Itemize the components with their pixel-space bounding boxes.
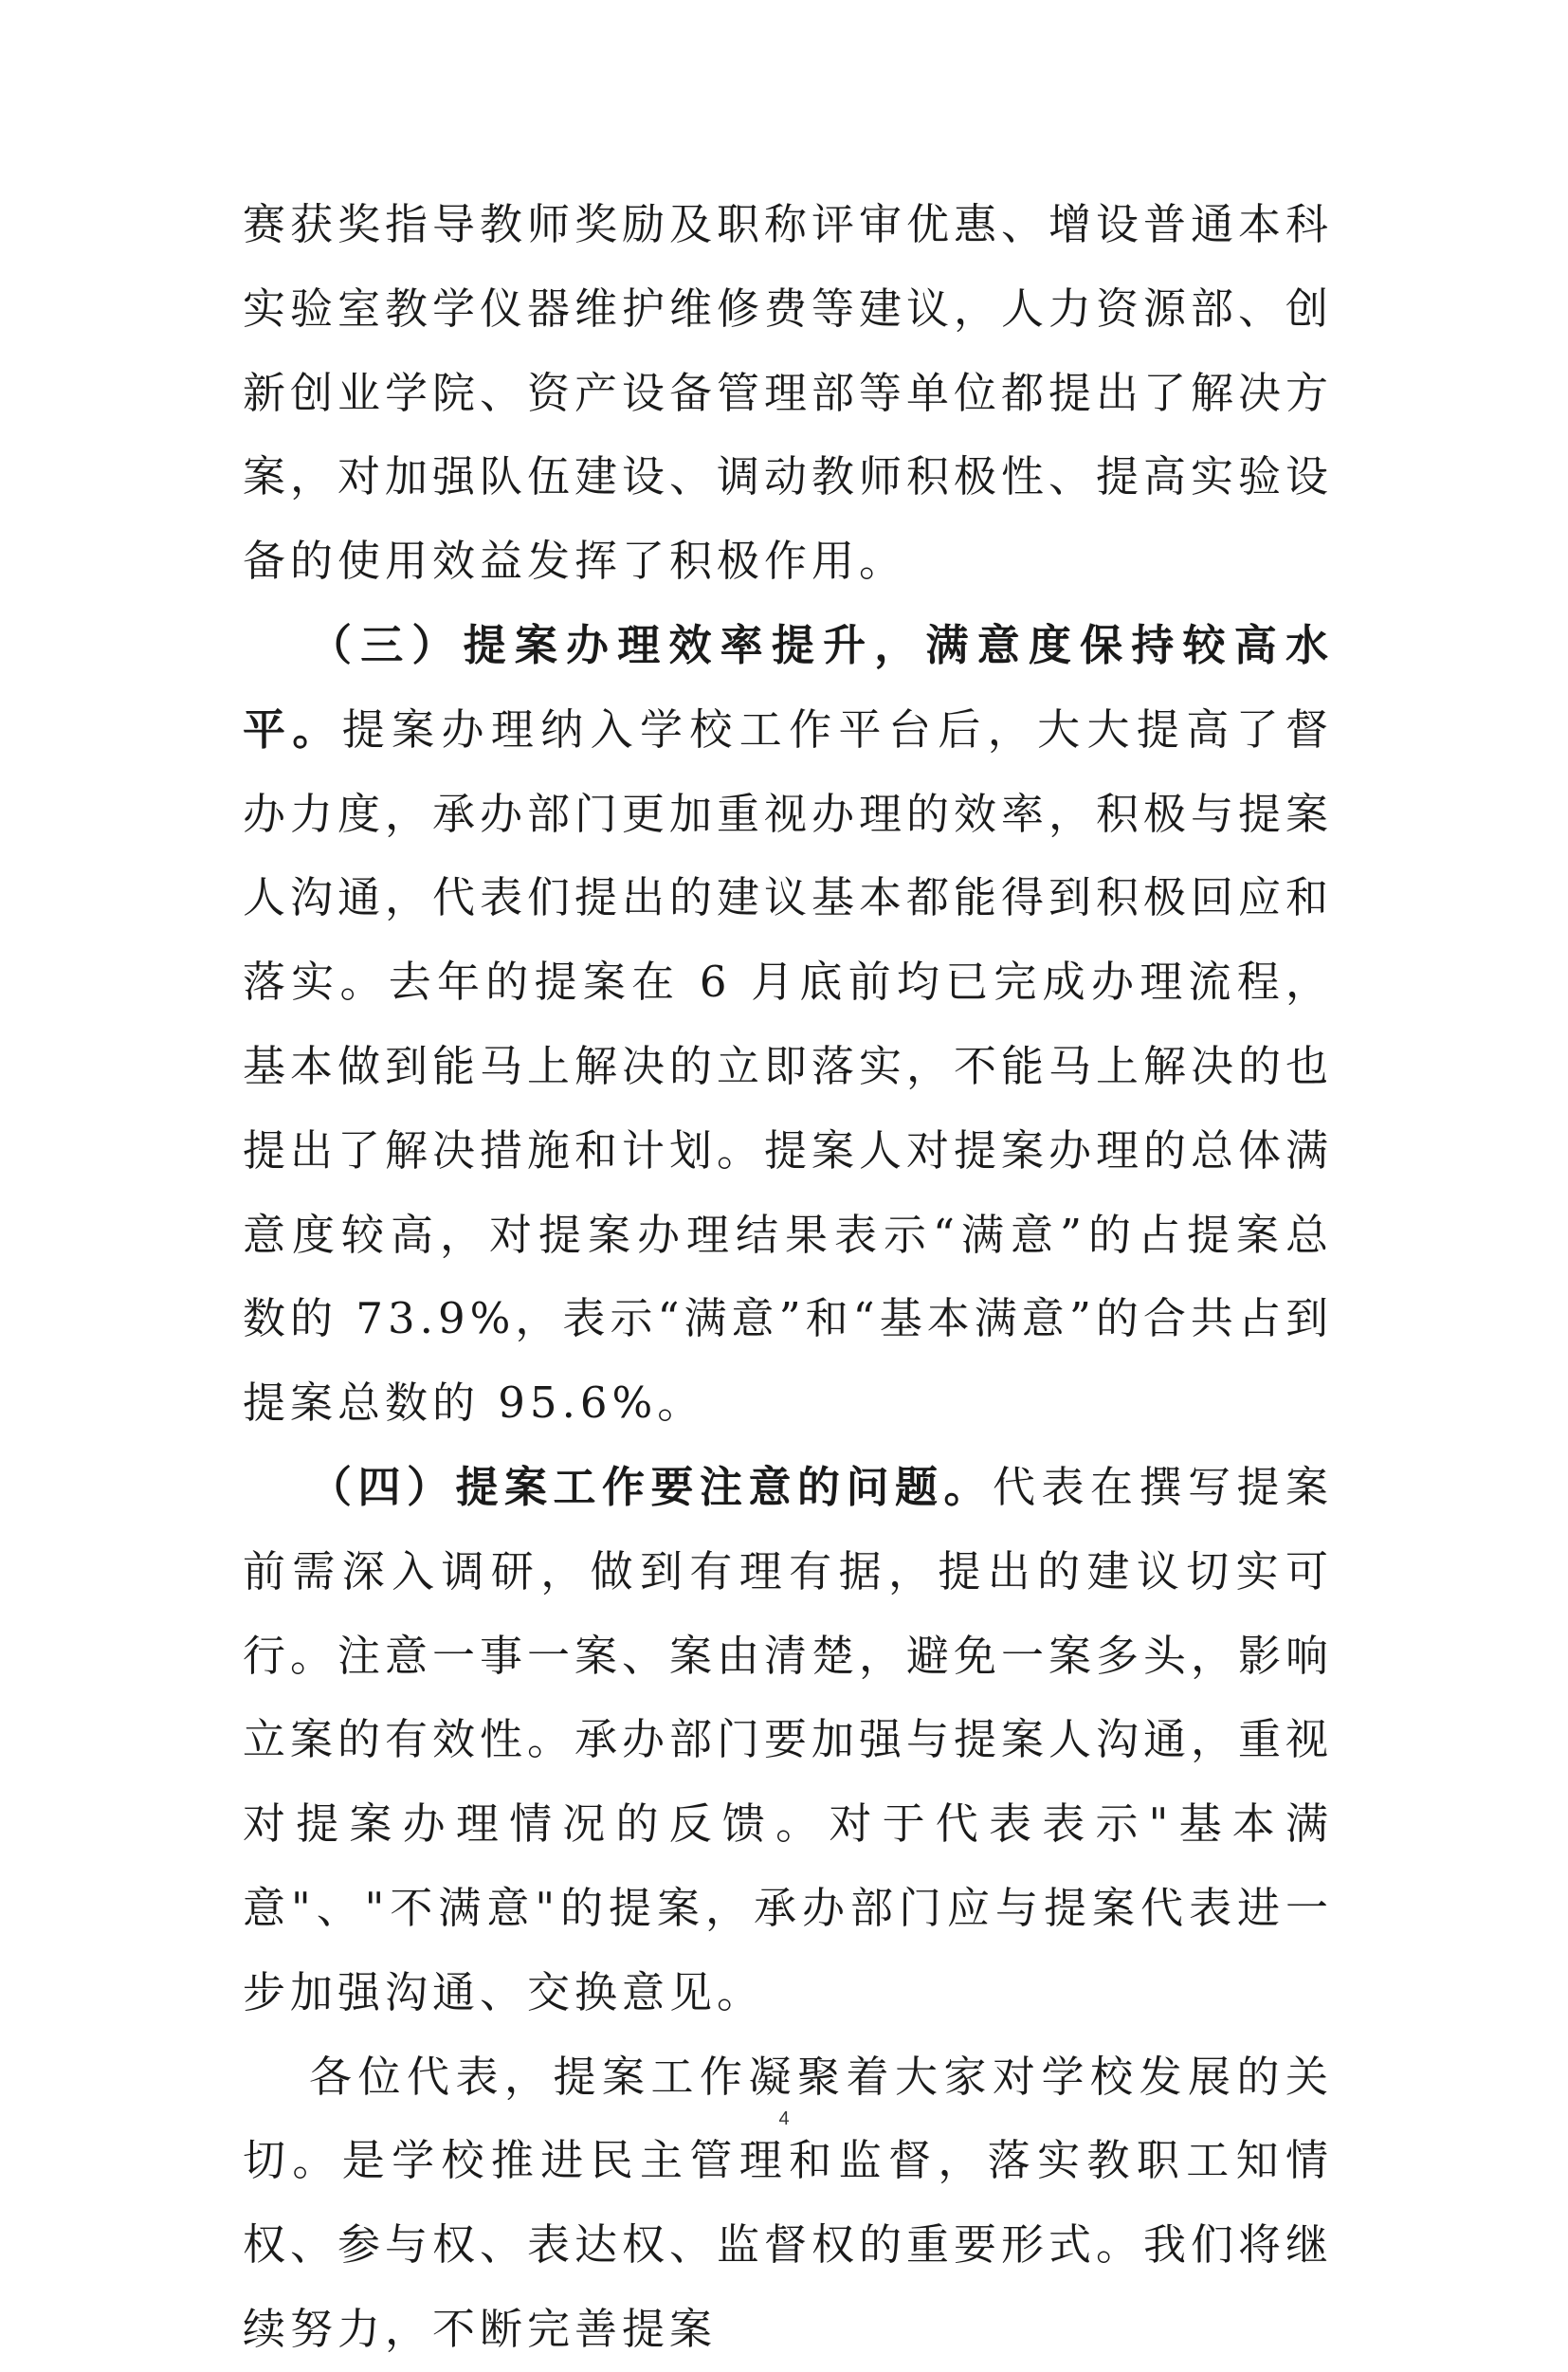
paragraph-text: 赛获奖指导教师奖励及职称评审优惠、增设普通本科实验室教学仪器维护维修费等建议，人力资源部、创新创业学院、资产设备管理部等单位都提出了解决方案，对加强队伍建设、调动教师积极性、提高实验设备的使用效益发挥了积极作用。 [243, 199, 1334, 587]
paragraph-text: 提案办理纳入学校工作平台后，大大提高了督办力度，承办部门更加重视办理的效率，积极与提案人沟通，代表们提出的建议基本都能得到积极回应和落实。去年的提案在 6 月底前均已完成办理流程，基本做到能马上解决的立即落实，不能马上解决的也提出了解决措施和计划。提案人对提案办理的总体满意度较高，对提案办理结果表示“满意”的占提案总数的 73.9%，表示“满意”和“基本满意”的合共占到提案总数的 95.6%。 [243, 703, 1334, 1429]
paragraph-text: 各位代表，提案工作凝聚着大家对学校发展的关切。是学校推进民主管理和监督，落实教职工知情权、参与权、表达权、监督权的重要形式。我们将继续努力，不断完善提案 [243, 2051, 1334, 2354]
page-number: 4 [778, 2108, 790, 2129]
section-heading: （四）提案工作要注意的问题。 [309, 1461, 993, 1512]
paragraph-continuation [243, 183, 1333, 604]
body-text [243, 183, 1333, 2372]
paragraph-text: 代表在撰写提案前需深入调研，做到有理有据，提出的建议切实可行。注意一事一案、案由清楚，避免一案多头，影响立案的有效性。承办部门要加强与提案人沟通，重视对提案办理情况的反馈。对于代表表示"基本满意"、"不满意"的提案，承办部门应与提案代表进一步加强沟通、交换意见。 [243, 1461, 1334, 2017]
paragraph-closing [243, 2035, 1333, 2372]
section-heading: （三）提案办理效率提升，满意度保持较高水平。 [243, 619, 1333, 755]
paragraph-section-four [243, 1446, 1333, 2035]
paragraph-section-three [243, 604, 1333, 1446]
